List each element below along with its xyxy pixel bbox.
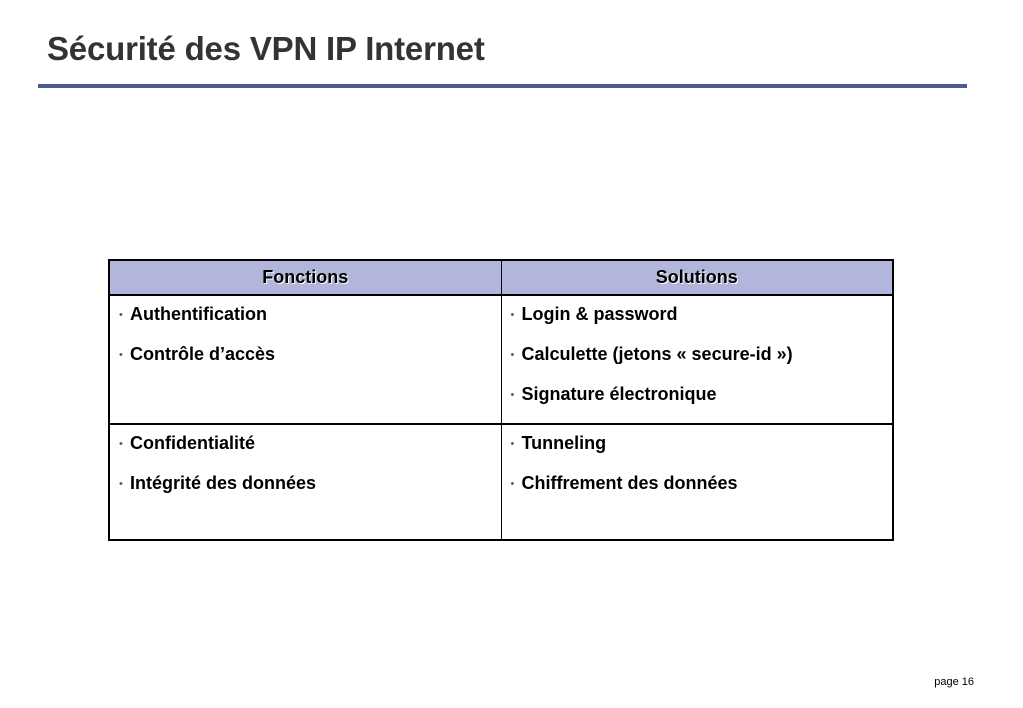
list-item-text: Intégrité des données bbox=[130, 473, 317, 493]
bullet-list bbox=[511, 303, 893, 423]
bullet-icon: • bbox=[119, 349, 123, 361]
solutions-cell bbox=[501, 295, 893, 424]
security-table bbox=[108, 259, 894, 541]
bullet-list bbox=[119, 303, 501, 383]
table-row bbox=[109, 424, 893, 540]
table-row bbox=[109, 295, 893, 424]
solutions-cell bbox=[501, 424, 893, 540]
list-item-text: Calculette (jetons « secure-id ») bbox=[521, 344, 793, 364]
bullet-list bbox=[119, 432, 501, 512]
page-number: page 16 bbox=[934, 676, 974, 688]
list-item-text: Contrôle d’accès bbox=[130, 344, 276, 364]
list-item bbox=[511, 383, 893, 423]
header-solutions: Solutions bbox=[501, 260, 893, 295]
title-divider bbox=[38, 84, 967, 88]
list-item bbox=[511, 303, 893, 343]
list-item-text: Authentification bbox=[130, 304, 267, 324]
bullet-icon: • bbox=[510, 438, 515, 450]
bullet-icon: • bbox=[119, 478, 123, 490]
list-item bbox=[119, 303, 501, 343]
slide-title: Sécurité des VPN IP Internet bbox=[47, 30, 485, 67]
list-item-text: Tunneling bbox=[521, 433, 607, 453]
list-item bbox=[119, 432, 501, 472]
bullet-icon: • bbox=[119, 438, 123, 450]
header-fonctions: Fonctions bbox=[109, 260, 501, 295]
list-item-text: Chiffrement des données bbox=[521, 473, 738, 493]
bullet-list bbox=[511, 432, 893, 512]
bullet-icon: • bbox=[510, 309, 515, 321]
bullet-icon: • bbox=[119, 309, 123, 321]
list-item bbox=[511, 343, 893, 383]
list-item-text: Confidentialité bbox=[130, 433, 255, 453]
list-item bbox=[119, 472, 501, 512]
list-item-text: Login & password bbox=[521, 304, 678, 324]
list-item bbox=[119, 343, 501, 383]
fonctions-cell bbox=[109, 295, 501, 424]
bullet-icon: • bbox=[510, 478, 515, 490]
table-header-row bbox=[109, 260, 893, 295]
bullet-icon: • bbox=[510, 349, 515, 361]
list-item-text: Signature électronique bbox=[521, 384, 717, 404]
list-item bbox=[511, 472, 893, 512]
fonctions-cell bbox=[109, 424, 501, 540]
list-item bbox=[511, 432, 893, 472]
bullet-icon: • bbox=[510, 389, 515, 401]
